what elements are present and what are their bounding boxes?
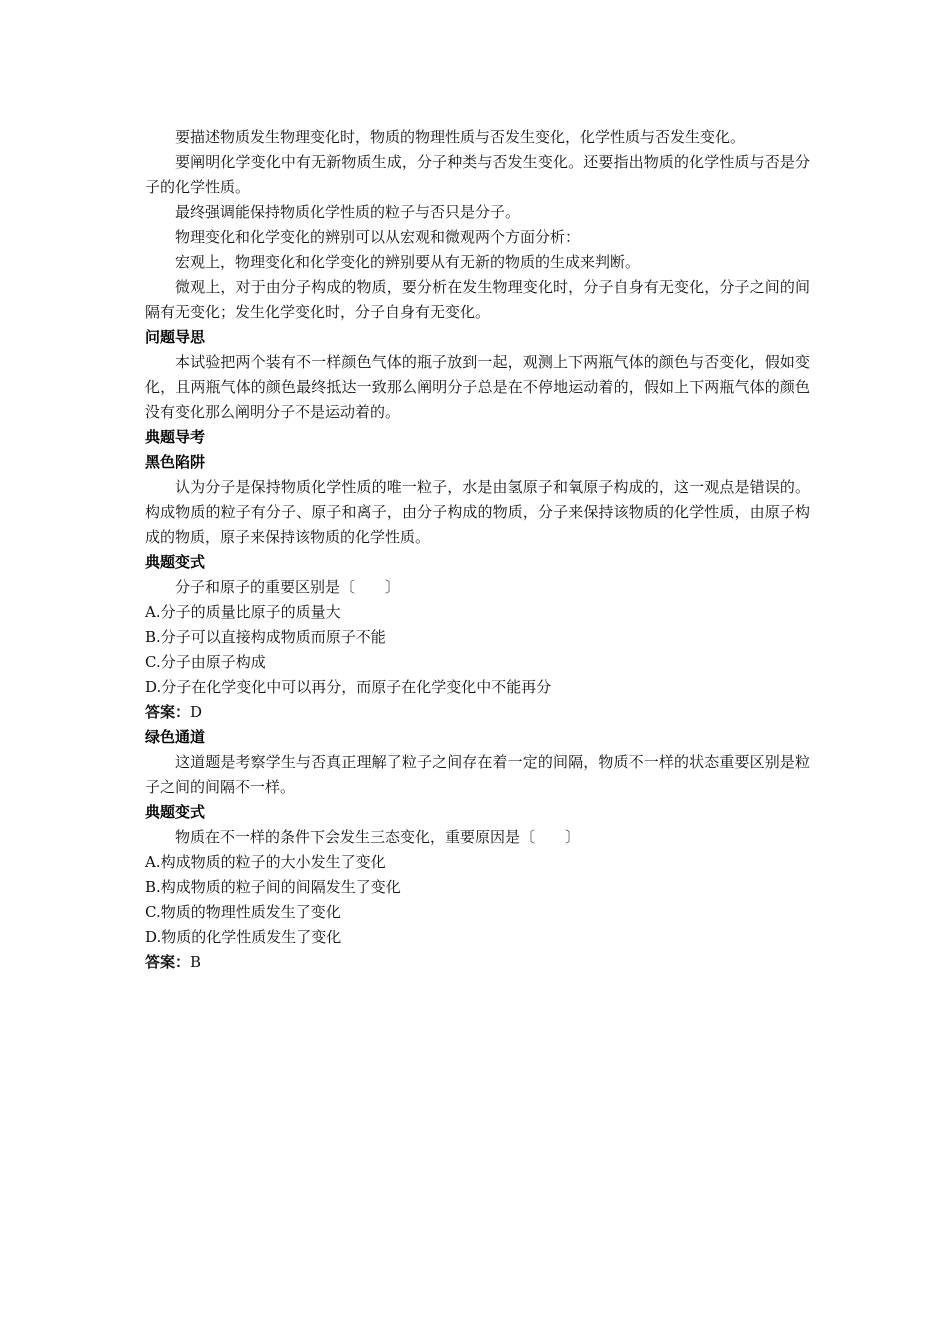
variant-1-option-b: B.分子可以直接构成物质而原子不能: [145, 628, 386, 646]
intro-paragraph-3: 最终强调能保持物质化学性质的粒子与否只是分子。: [175, 203, 521, 221]
variant-2-option-a: A.构成物质的粒子的大小发生了变化: [145, 853, 386, 871]
green-channel-text: 这道题是考察学生与否真正理解了粒子之间存在着一定的间隔，物质不一样的状态重要区别是粒子之间的间隔不一样。: [145, 753, 810, 796]
variant-1-question: 分子和原子的重要区别是〔 〕: [175, 578, 401, 596]
variant-2-answer: [145, 950, 810, 975]
intro-paragraph-5: 宏观上，物理变化和化学变化的辨别要从有无新的物质的生成来判断。: [175, 253, 641, 271]
answer-label: 答案：: [145, 953, 191, 971]
variant-1-option-d: D.分子在化学变化中可以再分，而原子在化学变化中不能再分: [145, 678, 552, 696]
variant-2-option-d: D.物质的化学性质发生了变化: [145, 928, 342, 946]
variant-1-answer: [145, 700, 810, 725]
variant-2-option-b: B.构成物质的粒子间的间隔发生了变化: [145, 878, 401, 896]
intro-paragraph-1: 要描述物质发生物理变化时，物质的物理性质与否发生变化，化学性质与否发生变化。: [175, 128, 746, 146]
black-trap-heading: 黑色陷阱: [145, 453, 206, 471]
document-page: [145, 125, 810, 975]
answer-value: B: [190, 953, 202, 971]
green-channel-heading: 绿色通道: [145, 728, 206, 746]
variant-2-heading: 典题变式: [145, 803, 206, 821]
variant-1-option-a: A.分子的质量比原子的质量大: [145, 603, 341, 621]
intro-paragraph-6: 微观上，对于由分子构成的物质，要分析在发生物理变化时，分子自身有无变化，分子之间的间隔有无变化；发生化学变化时，分子自身有无变化。: [145, 278, 810, 321]
intro-paragraph-4: 物理变化和化学变化的辨别可以从宏观和微观两个方面分析：: [175, 228, 581, 246]
answer-label: 答案：: [145, 703, 191, 721]
answer-value: D: [190, 703, 203, 721]
variant-2-option-c: C.物质的物理性质发生了变化: [145, 903, 341, 921]
variant-1-option-c: C.分子由原子构成: [145, 653, 266, 671]
question-guide-heading: 问题导思: [145, 328, 206, 346]
intro-paragraph-2: 要阐明化学变化中有无新物质生成，分子种类与否发生变化。还要指出物质的化学性质与否是分子的化学性质。: [145, 153, 810, 196]
black-trap-text: 认为分子是保持物质化学性质的唯一粒子，水是由氢原子和氧原子构成的，这一观点是错误的。构成物质的粒子有分子、原子和离子，由分子构成的物质，分子来保持该物质的化学性质，由原子构成的物质，原子来保持该物质的化学性质。: [145, 478, 810, 546]
variant-1-heading: 典题变式: [145, 553, 206, 571]
question-guide-text: 本试验把两个装有不一样颜色气体的瓶子放到一起，观测上下两瓶气体的颜色与否变化，假如变化，且两瓶气体的颜色最终抵达一致那么阐明分子总是在不停地运动着的，假如上下两瓶气体的颜色没有变化那么阐明分子不是运动着的。: [145, 353, 810, 421]
variant-2-question: 物质在不一样的条件下会发生三态变化，重要原因是〔 〕: [175, 828, 581, 846]
typical-guide-heading: 典题导考: [145, 428, 206, 446]
